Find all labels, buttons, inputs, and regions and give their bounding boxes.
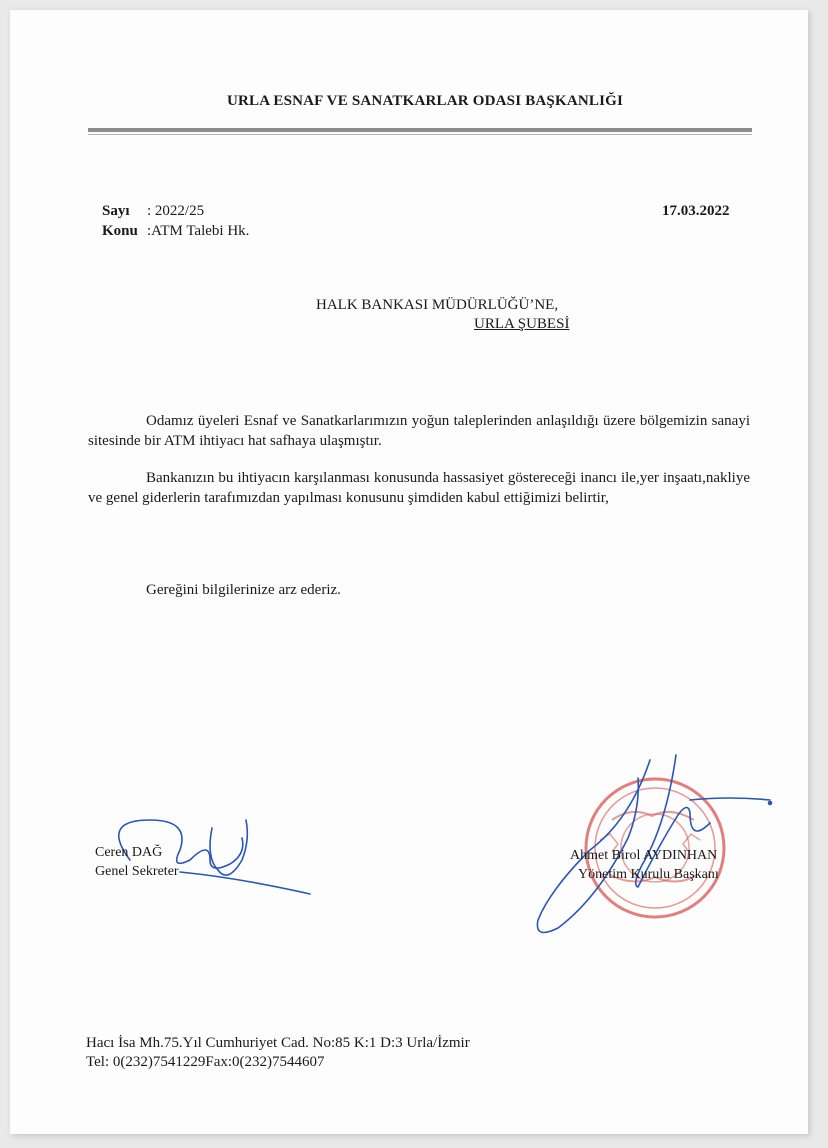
konu-value: :ATM Talebi Hk. [147,223,250,239]
addressee-line1: HALK BANKASI MÜDÜRLÜĞÜ’NE, [316,297,559,313]
footer-address: Hacı İsa Mh.75.Yıl Cumhuriyet Cad. No:85 K:1 D:3 Urla/İzmir [86,1035,470,1051]
konu-label: Konu [102,223,138,239]
body-paragraph-1: Odamız üyeleri Esnaf ve Sanatkarlarımızın yoğun taleplerinden anlaşıldığı üzere bölgemizin sanayi sitesinde bir ATM ihtiyacı hat safhaya ulaşmıştır. [88,413,750,449]
sayi-value: : 2022/25 [147,203,205,219]
letterhead-title: URLA ESNAF VE SANATKARLAR ODASI BAŞKANLIĞI [226,93,624,109]
right-signature [537,755,771,933]
sayi-label: Sayı [102,203,130,219]
left-signatory-title: Genel Sekreter [95,864,179,879]
footer-contact: Tel: 0(232)7541229Fax:0(232)7544607 [86,1054,325,1070]
addressee-line2: URLA ŞUBESİ [474,316,570,332]
body-paragraph-2: Bankanızın bu ihtiyacın karşılanması konusunda hassasiyet göstereceği inancı ile,yer inşaatı,nakliye ve genel giderlerin tarafımızdan yapılması konusunu şimdiden kabul ettiğimizi belirtir, [88,470,750,506]
left-signatory-name: Ceren DAĞ [95,845,163,860]
right-signatory-title: Yönetim Kurulu Başkanı [578,867,719,882]
closing-line: Gereğini bilgilerinize arz ederiz. [146,582,341,598]
right-signatory-name: Ahmet Birol AYDINHAN [570,848,718,863]
document-date: 17.03.2022 [662,203,730,219]
